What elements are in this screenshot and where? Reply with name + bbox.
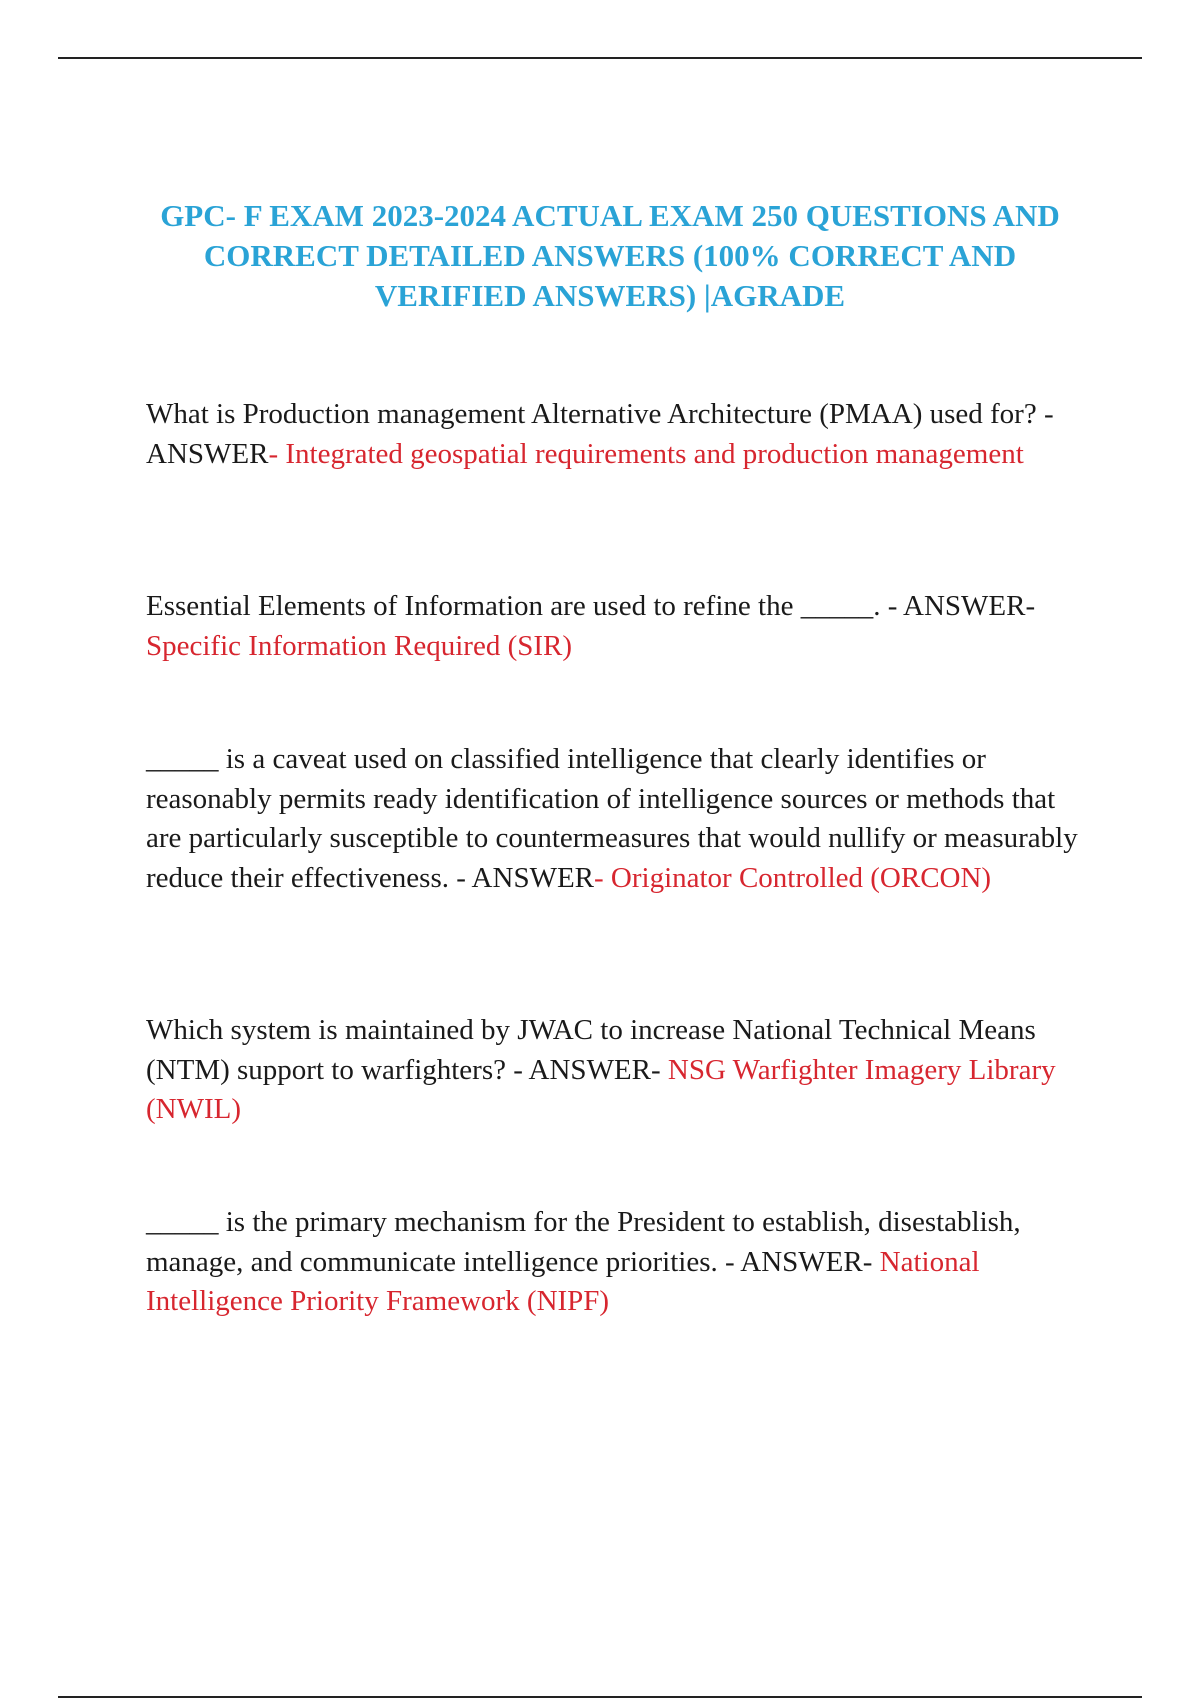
document-title: GPC- F EXAM 2023-2024 ACTUAL EXAM 250 QUESTIONS AND CORRECT DETAILED ANSWERS (100% CORRECT AND VERIFIED ANSWERS) |AGRADE (160, 198, 1060, 313)
answer-text: - Integrated geospatial requirements and production management (268, 437, 1024, 470)
footer-rule (58, 1696, 1142, 1698)
question-text: What is Production management Alternative Architecture (PMAA) used for? - ANSWER (146, 398, 1054, 470)
qa-item (146, 587, 1096, 666)
answer-text: Specific Information Required (SIR) (146, 629, 573, 662)
question-text: _____ is a caveat used on classified intelligence that clearly identifies or reasonably permits ready identification of intelligence sources or methods that are particularly susceptible to countermeasures that would nullify or measurably reduce their effectiveness. - ANSWER (146, 743, 1078, 894)
qa-item (146, 1011, 1096, 1130)
question-text: Which system is maintained by JWAC to increase National Technical Means (NTM) support to warfighters? - ANSWER- (146, 1014, 1036, 1086)
header-rule (58, 57, 1142, 59)
question-text: Essential Elements of Information are used to refine the _____. - ANSWER- (146, 590, 1036, 622)
qa-item (146, 740, 1096, 898)
answer-text: National Intelligence Priority Framework (NIPF) (146, 1245, 980, 1317)
answer-text: - Originator Controlled (ORCON) (594, 861, 992, 894)
qa-item (146, 1203, 1096, 1322)
answer-text: NSG Warfighter Imagery Library (NWIL) (146, 1053, 1056, 1125)
question-text: _____ is the primary mechanism for the President to establish, disestablish, manage, and communicate intelligence priorities. - ANSWER- (146, 1206, 1021, 1278)
qa-item (146, 395, 1096, 474)
